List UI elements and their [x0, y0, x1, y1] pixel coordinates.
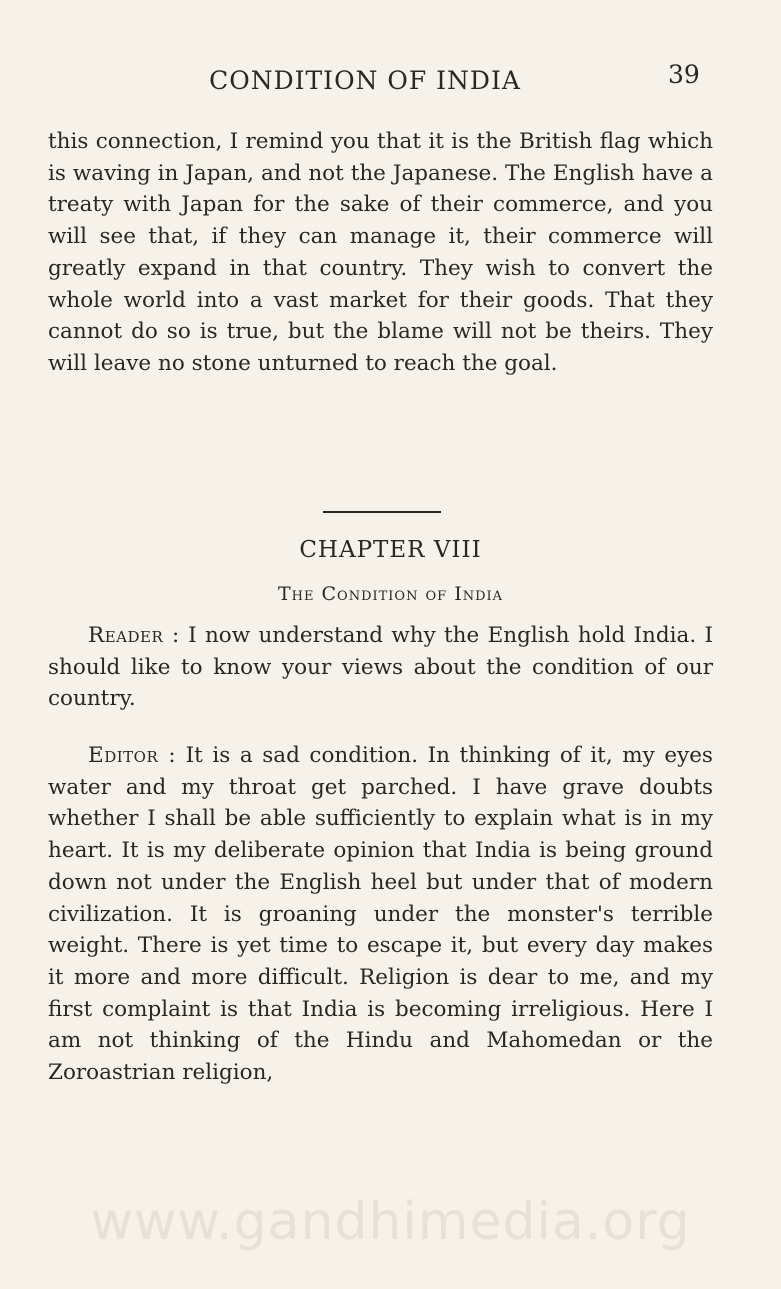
editor-paragraph	[48, 740, 713, 1089]
speaker-editor: Editor :	[88, 743, 177, 768]
running-title: CONDITION OF INDIA	[209, 66, 521, 95]
section-divider	[323, 511, 441, 513]
reader-text: I now understand why the English hold India. I should like to know your views about the condition of our country.	[48, 623, 713, 712]
continuation-paragraph: this connection, I remind you that it is the British flag which is waving in Japan, and not the Japanese. The English have a treaty with Japan for the sake of their commerce, and you will see that, if they can manage it, their commerce will greatly expand in that country. They wish to convert the whole world into a vast market for their goods. That they cannot do so is true, but the blame will not be theirs. They will leave no stone unturned to reach the goal.	[48, 129, 713, 376]
chapter-heading: CHAPTER VIII	[299, 537, 482, 563]
running-head	[0, 60, 781, 100]
reader-paragraph	[48, 620, 713, 715]
speaker-reader: Reader :	[88, 623, 180, 648]
chapter-title: The Condition of India	[277, 583, 504, 605]
watermark: www.gandhimedia.org	[90, 1192, 691, 1252]
page-number: 39	[668, 60, 700, 89]
editor-text: It is a sad condition. In thinking of it, my eyes water and my throat get parched. I have grave doubts whether I shall be able sufficiently to explain what is in my heart. It is my deliberate opinion that India is being ground down not under the English heel but under that of modern civilization. It is groaning under the monster's terrible weight. There is yet time to escape it, but every day makes it more and more difficult. Religion is dear to me, and my first complaint is that India is becoming irreligious. Here I am not thinking of the Hindu and Mahomedan or the Zoroastrian religion,	[48, 743, 713, 1086]
